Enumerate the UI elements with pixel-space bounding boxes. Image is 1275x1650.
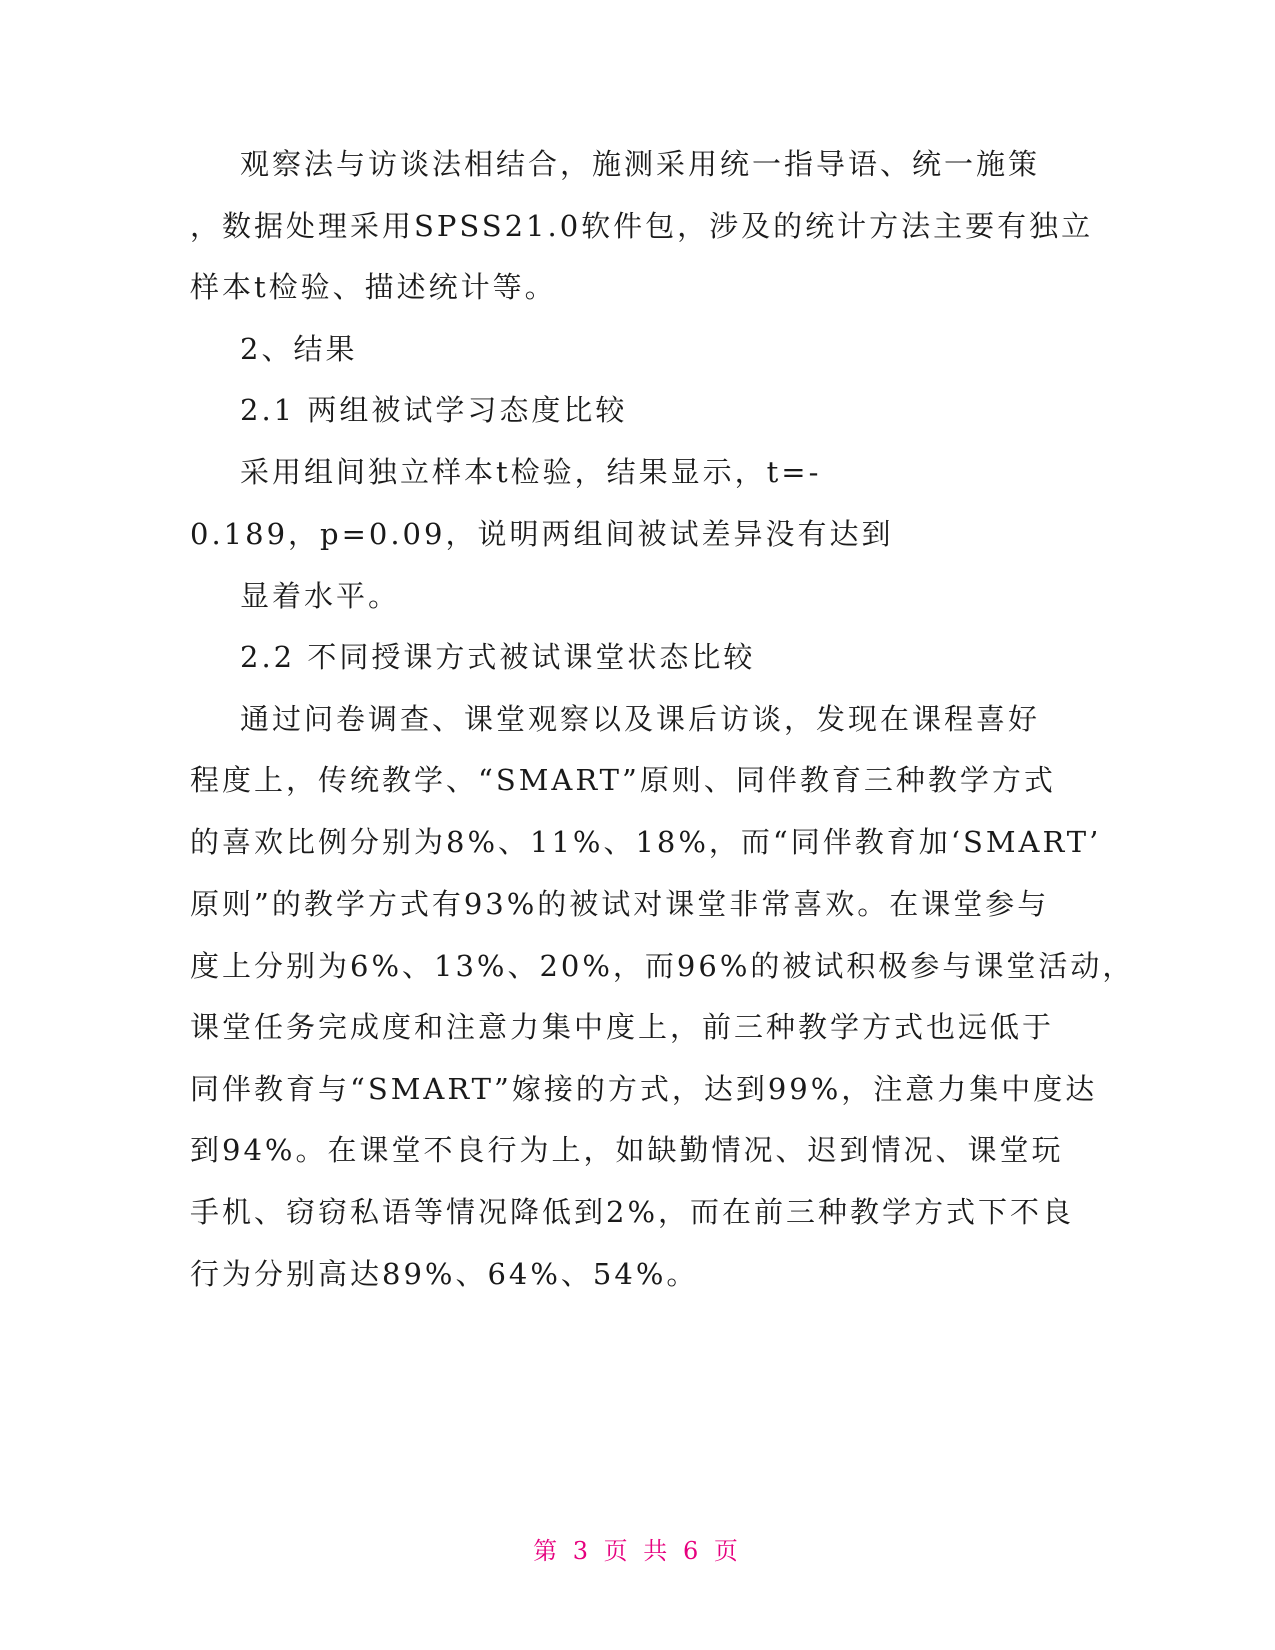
text-line-11: 程度上，传统教学、“SMART”原则、同伴教育三种教学方式 <box>190 763 1056 797</box>
text-line-15: 课堂任务完成度和注意力集中度上，前三种教学方式也远低于 <box>190 1010 1055 1044</box>
subsection-heading-2-1: 2.1 两组被试学习态度比较 <box>240 393 628 427</box>
text-line-3: 样本t检验、描述统计等。 <box>190 270 557 304</box>
text-line-19: 行为分别高达89%、64%、54%。 <box>190 1257 699 1291</box>
text-line-13: 原则”的教学方式有93%的被试对课堂非常喜欢。在课堂参与 <box>190 887 1050 921</box>
text-line-12: 的喜欢比例分别为8%、11%、18%，而“同伴教育加‘SMART’ <box>190 825 1102 859</box>
text-line-8: 显着水平。 <box>240 579 401 613</box>
text-line-16: 同伴教育与“SMART”嫁接的方式，达到99%，注意力集中度达 <box>190 1072 1098 1106</box>
text-line-1: 观察法与访谈法相结合，施测采用统一指导语、统一施策 <box>240 147 1041 181</box>
text-line-6: 采用组间独立样本t检验，结果显示，t=- <box>240 455 822 489</box>
subsection-heading-2-2: 2.2 不同授课方式被试课堂状态比较 <box>240 640 756 674</box>
text-line-10: 通过问卷调查、课堂观察以及课后访谈，发现在课程喜好 <box>240 702 1041 736</box>
text-line-2: ，数据处理采用SPSS21.0软件包，涉及的统计方法主要有独立 <box>190 209 1094 243</box>
text-line-14: 度上分别为6%、13%、20%，而96%的被试积极参与课堂活动， <box>190 949 1135 983</box>
section-heading-results: 2、结果 <box>240 332 358 366</box>
text-line-17: 到94%。在课堂不良行为上，如缺勤情况、迟到情况、课堂玩 <box>190 1133 1064 1167</box>
text-line-18: 手机、窃窃私语等情况降低到2%，而在前三种教学方式下不良 <box>190 1195 1075 1229</box>
text-line-7: 0.189，p=0.09，说明两组间被试差异没有达到 <box>190 517 894 551</box>
page-number-footer: 第 3 页 共 6 页 <box>533 1537 742 1565</box>
